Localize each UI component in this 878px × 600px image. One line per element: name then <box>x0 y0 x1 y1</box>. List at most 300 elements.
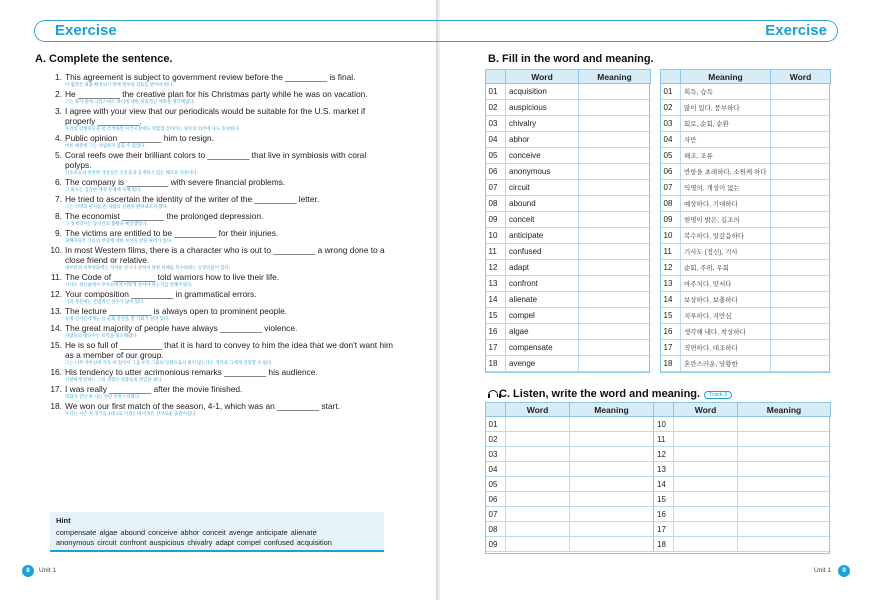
word-cell: abhor <box>506 132 579 148</box>
table-row <box>661 356 831 372</box>
sentence-text: He tried to ascertain the identity of the writer of the _________ letter. <box>65 194 320 204</box>
answer-cell[interactable] <box>579 356 651 372</box>
row-number: 12 <box>486 260 506 276</box>
table-row <box>661 164 831 180</box>
row-number: 17 <box>661 340 681 356</box>
row-number: 18 <box>486 356 506 372</box>
word-cell: acquisition <box>506 84 579 100</box>
table-row <box>661 308 831 324</box>
sentence-text: The company is _________ with severe financial problems. <box>65 177 286 187</box>
table-row <box>661 244 831 260</box>
table-row <box>486 212 651 228</box>
sentence-text: The economist _________ the prolonged depression. <box>65 211 264 221</box>
word-answer-cell[interactable] <box>506 522 570 537</box>
row-number: 02 <box>486 100 506 116</box>
table-row <box>486 477 831 492</box>
word-cell: conceit <box>506 212 579 228</box>
table-row <box>661 228 831 244</box>
answer-cell[interactable] <box>579 340 651 356</box>
table-row <box>486 462 831 477</box>
sentence-text: Your composition _________ in grammatical errors. <box>65 289 257 299</box>
sentence-item <box>50 177 395 193</box>
answer-cell[interactable] <box>579 260 651 276</box>
answer-cell[interactable] <box>579 308 651 324</box>
sentence-item <box>50 228 395 244</box>
sentence-number: 18. <box>50 401 62 411</box>
word-answer-cell[interactable] <box>506 417 570 432</box>
row-number: 17 <box>654 522 674 537</box>
meaning-cell: 익명의, 개성이 없는 <box>681 180 771 196</box>
sentence-translation: 이 협약은 최종 확정되기 전에 정부의 검토를 받아야 한다. <box>65 82 174 87</box>
answer-cell[interactable] <box>771 212 831 228</box>
meaning-answer-cell[interactable] <box>738 492 831 507</box>
word-cell: conceive <box>506 148 579 164</box>
meaning-cell: 회로, 순회, 순환 <box>681 116 771 132</box>
row-number: 03 <box>486 447 506 462</box>
exercise-banner-right <box>398 20 838 42</box>
word-meaning-table <box>485 69 651 372</box>
answer-cell[interactable] <box>771 260 831 276</box>
sentence-item <box>50 367 395 383</box>
table-row <box>486 492 831 507</box>
track-badge[interactable]: Track 3 <box>704 391 732 399</box>
table-corner <box>661 70 681 84</box>
word-cell: chivalry <box>506 116 579 132</box>
answer-cell[interactable] <box>771 356 831 372</box>
sentence-item <box>50 133 395 149</box>
row-number: 04 <box>486 132 506 148</box>
banner-title: Exercise <box>765 22 827 39</box>
sentence-number: 3. <box>55 106 62 116</box>
row-number: 11 <box>654 432 674 447</box>
row-number: 04 <box>486 462 506 477</box>
sentence-item <box>50 306 395 322</box>
meaning-answer-cell[interactable] <box>570 447 654 462</box>
table-corner <box>486 403 506 417</box>
word-answer-cell[interactable] <box>674 417 738 432</box>
row-number: 15 <box>661 308 681 324</box>
sentence-number: 6. <box>55 177 62 187</box>
answer-cell[interactable] <box>771 308 831 324</box>
answer-cell[interactable] <box>579 164 651 180</box>
sentence-number: 10. <box>50 245 62 255</box>
word-cell: compensate <box>506 340 579 356</box>
column-header-meaning: Meaning <box>738 403 831 417</box>
row-number: 01 <box>486 417 506 432</box>
section-c-title-text: C. Listen, write the word and meaning. <box>499 388 701 400</box>
meaning-cell: 생각해 내다, 착상하다 <box>681 324 771 340</box>
sentence-translation: 너의 작문에는 문법적인 실수가 많이 있다. <box>65 299 145 304</box>
row-number: 16 <box>661 324 681 340</box>
left-page <box>0 0 438 600</box>
answer-cell[interactable] <box>771 84 831 100</box>
answer-cell[interactable] <box>771 100 831 116</box>
sentence-translation: 그는 너무 자부심에 가득 차 있어서 그를 우리 그룹의 일원으로서 원치 않는다는 생각을 그에게 전달할 수 없다. <box>65 360 273 365</box>
sentence-text: The great majority of people have always _________ violence. <box>65 323 298 333</box>
sentence-translation: 대부분의 서부영화에는 가까운 친구나 친척이 당한 피해를 복수하려는 등장인물이 있다. <box>65 265 230 270</box>
answer-cell[interactable] <box>771 196 831 212</box>
sentence-item <box>50 72 395 88</box>
word-answer-cell[interactable] <box>674 537 738 552</box>
sentence-number: 5. <box>55 150 62 160</box>
row-number: 03 <box>661 116 681 132</box>
row-number: 14 <box>661 292 681 308</box>
table-row <box>661 260 831 276</box>
banner-title: Exercise <box>55 22 117 39</box>
page-number: 9 <box>838 565 850 577</box>
word-answer-cell[interactable] <box>674 477 738 492</box>
sentence-text: I agree with your view that our periodicals would be suitable for the U.S. market if properly _________. <box>65 106 366 126</box>
table-row <box>661 84 831 100</box>
word-cell: abound <box>506 196 579 212</box>
sentence-number: 16. <box>50 367 62 377</box>
sentence-number: 15. <box>50 340 62 350</box>
table-row <box>486 340 651 356</box>
meaning-answer-cell[interactable] <box>570 417 654 432</box>
word-cell: confront <box>506 276 579 292</box>
row-number: 10 <box>486 228 506 244</box>
sentence-text: In most Western films, there is a character who is out to _________ a wrong done to a close friend or relative. <box>65 245 385 265</box>
sentence-translation: 그는 익명의 편지를 쓴 사람의 신원을 밝혀내고자 했다. <box>65 204 169 209</box>
unit-label: Unit 1 <box>814 567 831 574</box>
row-number: 08 <box>486 522 506 537</box>
meaning-answer-cell[interactable] <box>738 432 831 447</box>
meaning-cell: 순회, 주위, 우회 <box>681 260 771 276</box>
sentence-text: This agreement is subject to government review before the _________ is final. <box>65 72 356 82</box>
sentence-text: The lecture _________ is always open to prominent people. <box>65 306 288 316</box>
table-row <box>661 324 831 340</box>
meaning-cell: 복수하다, 앙갚음하다 <box>681 228 771 244</box>
table-row <box>486 276 651 292</box>
answer-cell[interactable] <box>771 276 831 292</box>
meaning-cell: 현명이 밝은, 길조의 <box>681 212 771 228</box>
row-number: 11 <box>486 244 506 260</box>
table-row <box>661 340 831 356</box>
sentence-item <box>50 401 395 417</box>
word-answer-cell[interactable] <box>674 447 738 462</box>
meaning-answer-cell[interactable] <box>570 432 654 447</box>
row-number: 12 <box>654 447 674 462</box>
sentence-translation: 우리의 간행물들을 잘 각색하면 미국시장에도 적합할 것이라는 당신의 의견에 나도 동의한다. <box>65 126 240 131</box>
answer-cell[interactable] <box>771 132 831 148</box>
table-row <box>661 116 831 132</box>
sentence-number: 7. <box>55 194 62 204</box>
word-answer-cell[interactable] <box>506 477 570 492</box>
table-row <box>661 212 831 228</box>
sentence-translation: 그는 휴가 중에 크리스마스 파티에 대한 창의적인 계획을 생각해냈다. <box>65 99 195 104</box>
section-a-title: A. Complete the sentence. <box>35 53 173 65</box>
row-number: 07 <box>661 180 681 196</box>
row-number: 13 <box>486 276 506 292</box>
sentence-item <box>50 340 395 366</box>
meaning-cell: 기사도 (정신), 기사 <box>681 244 771 260</box>
sentence-text: We won our first match of the season, 4-1, which was an _________ start. <box>65 401 340 411</box>
answer-cell[interactable] <box>579 116 651 132</box>
sentence-text: His tendency to utter acrimonious remarks _________ his audience. <box>65 367 318 377</box>
meaning-word-table-box <box>660 69 830 373</box>
row-number: 17 <box>486 340 506 356</box>
row-number: 05 <box>661 148 681 164</box>
column-header-word: Word <box>674 403 738 417</box>
table-row <box>486 432 831 447</box>
sentence-item <box>50 106 395 132</box>
word-answer-cell[interactable] <box>506 462 570 477</box>
hint-words-line-2: anonymous circuit confront auspicious chivalry adapt compel confused acquisition <box>56 537 332 547</box>
answer-cell[interactable] <box>771 244 831 260</box>
column-header-meaning: Meaning <box>570 403 654 417</box>
row-number: 06 <box>486 164 506 180</box>
sentence-item <box>50 89 395 105</box>
answer-cell[interactable] <box>579 132 651 148</box>
table-row <box>661 100 831 116</box>
table-row <box>486 116 651 132</box>
meaning-cell: 직면하다, 대조하다 <box>681 340 771 356</box>
section-c-title <box>488 388 732 400</box>
row-number: 11 <box>661 244 681 260</box>
sentence-translation: 그 회사는 심각한 재정 문제에 처해 있다. <box>65 187 142 192</box>
table-row <box>661 196 831 212</box>
row-number: 03 <box>486 116 506 132</box>
answer-cell[interactable] <box>579 100 651 116</box>
meaning-answer-cell[interactable] <box>738 417 831 432</box>
word-answer-cell[interactable] <box>674 432 738 447</box>
table-row <box>486 260 651 276</box>
word-cell: avenge <box>506 356 579 372</box>
word-answer-cell[interactable] <box>674 462 738 477</box>
meaning-cell: 해조, 조류 <box>681 148 771 164</box>
table-row <box>486 84 651 100</box>
answer-cell[interactable] <box>771 148 831 164</box>
sentence-translation: 피해자들은 그들의 부상에 대한 보상을 받을 권리가 있다. <box>65 238 173 243</box>
sentence-item <box>50 245 395 271</box>
meaning-cell: 보상하다, 보충하다 <box>681 292 771 308</box>
listening-table <box>485 402 831 552</box>
row-number: 14 <box>486 292 506 308</box>
table-row <box>661 180 831 196</box>
sentence-item <box>50 211 395 227</box>
meaning-answer-cell[interactable] <box>738 537 831 552</box>
hint-box <box>50 512 384 552</box>
answer-cell[interactable] <box>579 212 651 228</box>
sentence-number: 12. <box>50 289 62 299</box>
row-number: 16 <box>654 507 674 522</box>
hint-words-line-1: compensate algae abound conceive abhor conceit avenge anticipate alienate <box>56 528 317 537</box>
word-cell: auspicious <box>506 100 579 116</box>
row-number: 08 <box>486 196 506 212</box>
row-number: 01 <box>486 84 506 100</box>
word-answer-cell[interactable] <box>674 522 738 537</box>
table-corner <box>486 70 506 84</box>
answer-cell[interactable] <box>579 84 651 100</box>
answer-cell[interactable] <box>771 164 831 180</box>
table-row <box>486 292 651 308</box>
sentence-translation: 영화가 끝난 후 나는 정말 혼란스러웠다. <box>65 394 141 399</box>
table-row <box>486 324 651 340</box>
sentence-item <box>50 289 395 305</box>
word-cell: alienate <box>506 292 579 308</box>
answer-cell[interactable] <box>579 244 651 260</box>
word-cell: circuit <box>506 180 579 196</box>
row-number: 02 <box>661 100 681 116</box>
word-answer-cell[interactable] <box>506 492 570 507</box>
row-number: 14 <box>654 477 674 492</box>
row-number: 13 <box>661 276 681 292</box>
word-answer-cell[interactable] <box>674 507 738 522</box>
right-page <box>440 0 878 600</box>
sentence-translation: 사람들의 대다수는 폭력을 혐오해왔다. <box>65 333 138 338</box>
meaning-answer-cell[interactable] <box>738 522 831 537</box>
meaning-answer-cell[interactable] <box>570 477 654 492</box>
sentence-translation: 유명 인사들에게는 늘 순회 강연을 할 기회가 열려 있다. <box>65 316 170 321</box>
column-header-meaning: Meaning <box>681 70 771 84</box>
table-row <box>486 308 651 324</box>
sentence-number: 1. <box>55 72 62 82</box>
row-number: 01 <box>661 84 681 100</box>
sentence-text: The Code of _________ told warriors how to live their life. <box>65 272 280 282</box>
row-number: 07 <box>486 180 506 196</box>
sentence-text: I was really _________ after the movie finished. <box>65 384 243 394</box>
meaning-answer-cell[interactable] <box>570 507 654 522</box>
table-row <box>486 132 651 148</box>
word-cell: adapt <box>506 260 579 276</box>
sentence-text: The victims are entitled to be _________ for their injuries. <box>65 228 279 238</box>
unit-label: Unit 1 <box>39 567 56 574</box>
hint-title: Hint <box>56 516 71 525</box>
row-number: 09 <box>486 212 506 228</box>
table-row <box>486 148 651 164</box>
meaning-answer-cell[interactable] <box>738 447 831 462</box>
sentence-number: 4. <box>55 133 62 143</box>
meaning-answer-cell[interactable] <box>570 462 654 477</box>
word-cell: compel <box>506 308 579 324</box>
sentence-list <box>50 72 395 418</box>
answer-cell[interactable] <box>771 228 831 244</box>
table-row <box>486 417 831 432</box>
table-row <box>486 507 831 522</box>
meaning-answer-cell[interactable] <box>570 537 654 552</box>
column-header-word: Word <box>506 403 570 417</box>
meaning-cell: 자만 <box>681 132 771 148</box>
table-row <box>661 148 831 164</box>
row-number: 09 <box>486 537 506 552</box>
meaning-cell: 많이 있다, 풍부하다 <box>681 100 771 116</box>
table-row <box>486 356 651 372</box>
word-cell: algae <box>506 324 579 340</box>
table-row <box>661 132 831 148</box>
meaning-cell: 예상하다, 기대하다 <box>681 196 771 212</box>
answer-cell[interactable] <box>579 196 651 212</box>
sentence-number: 14. <box>50 323 62 333</box>
answer-cell[interactable] <box>579 292 651 308</box>
meaning-word-table <box>660 69 831 372</box>
row-number: 02 <box>486 432 506 447</box>
row-number: 15 <box>654 492 674 507</box>
meaning-answer-cell[interactable] <box>738 462 831 477</box>
answer-cell[interactable] <box>771 324 831 340</box>
table-row <box>486 100 651 116</box>
sentence-text: Coral reefs owe their brilliant colors to _________ that live in symbiosis with coral polyps. <box>65 150 367 170</box>
row-number: 08 <box>661 196 681 212</box>
listening-table-box <box>485 402 830 554</box>
sentence-number: 11. <box>50 272 62 282</box>
row-number: 15 <box>486 308 506 324</box>
row-number: 10 <box>654 417 674 432</box>
row-number: 06 <box>486 492 506 507</box>
page-number: 8 <box>22 565 34 577</box>
meaning-cell: 마주치다, 맞서다 <box>681 276 771 292</box>
table-row <box>486 164 651 180</box>
answer-cell[interactable] <box>579 324 651 340</box>
meaning-cell: 획득, 습득 <box>681 84 771 100</box>
word-answer-cell[interactable] <box>506 432 570 447</box>
answer-cell[interactable] <box>771 116 831 132</box>
sentence-text: He is so full of _________ that it is hard to convey to him the idea that we don't want him as a member of our group. <box>65 340 393 360</box>
meaning-answer-cell[interactable] <box>738 507 831 522</box>
answer-cell[interactable] <box>771 180 831 196</box>
sentence-translation: 그 경제학자는 장기간의 불황을 예상했었다. <box>65 221 148 226</box>
table-row <box>486 228 651 244</box>
row-number: 16 <box>486 324 506 340</box>
sentence-number: 9. <box>55 228 62 238</box>
word-meaning-table-box <box>485 69 650 373</box>
table-row <box>661 276 831 292</box>
word-answer-cell[interactable] <box>506 447 570 462</box>
table-row <box>486 244 651 260</box>
answer-cell[interactable] <box>771 340 831 356</box>
answer-cell[interactable] <box>579 148 651 164</box>
table-row <box>661 292 831 308</box>
sentence-item <box>50 272 395 288</box>
sentence-number: 2. <box>55 89 62 99</box>
sentence-text: Public opinion _________ him to resign. <box>65 133 214 143</box>
table-row <box>486 522 831 537</box>
sentence-number: 8. <box>55 211 62 221</box>
meaning-cell: 지루하다, 지만심 <box>681 308 771 324</box>
column-header-word: Word <box>771 70 831 84</box>
meaning-answer-cell[interactable] <box>738 477 831 492</box>
sentence-translation: 우리는 시즌 첫 경기를 4대 1로 이겼는데 이것은 상서로운 출발이었다. <box>65 411 197 416</box>
answer-cell[interactable] <box>771 292 831 308</box>
sentence-item <box>50 194 395 210</box>
word-cell: anticipate <box>506 228 579 244</box>
headphones-icon <box>488 390 497 398</box>
table-row <box>486 180 651 196</box>
row-number: 10 <box>661 228 681 244</box>
answer-cell[interactable] <box>579 228 651 244</box>
sentence-translation: 기사도 정신률에서 무사들에게 어떻게 살아야 하는지를 말해주었다. <box>65 282 193 287</box>
word-answer-cell[interactable] <box>506 537 570 552</box>
word-cell: anonymous <box>506 164 579 180</box>
row-number: 05 <box>486 148 506 164</box>
row-number: 05 <box>486 477 506 492</box>
answer-cell[interactable] <box>579 276 651 292</box>
sentence-number: 13. <box>50 306 62 316</box>
column-header-word: Word <box>506 70 579 84</box>
meaning-cell: 혼란스러운, 당황한 <box>681 356 771 372</box>
meaning-answer-cell[interactable] <box>570 492 654 507</box>
meaning-answer-cell[interactable] <box>570 522 654 537</box>
word-answer-cell[interactable] <box>506 507 570 522</box>
sentence-number: 17. <box>50 384 62 394</box>
sentence-item <box>50 384 395 400</box>
answer-cell[interactable] <box>579 180 651 196</box>
word-answer-cell[interactable] <box>674 492 738 507</box>
sentence-text: He _________ the creative plan for his Christmas party while he was on vacation. <box>65 89 368 99</box>
sentence-translation: 산호초들의 찬란한 색상들은 산호충과 공생하고 있는 해조류 덕분이다. <box>65 170 198 175</box>
row-number: 18 <box>654 537 674 552</box>
word-cell: confused <box>506 244 579 260</box>
sentence-item <box>50 323 395 339</box>
